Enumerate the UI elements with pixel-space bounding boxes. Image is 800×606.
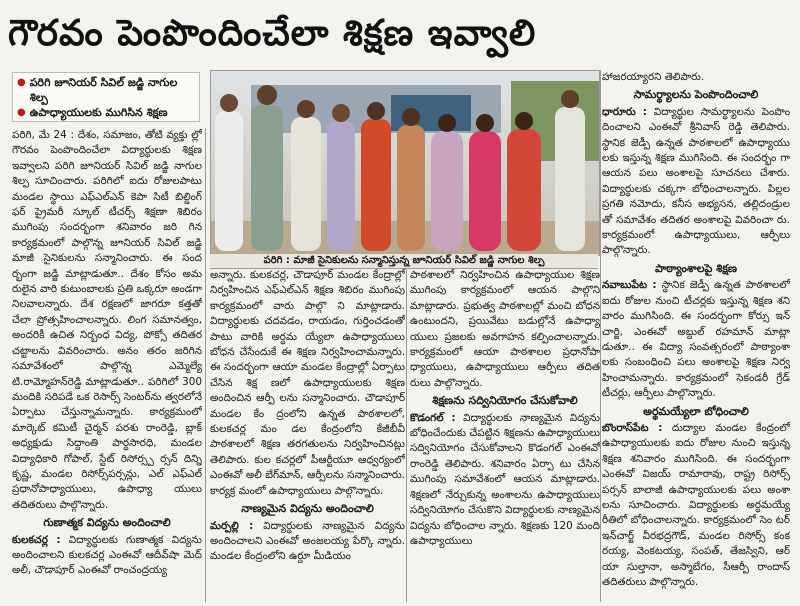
article-body — [210, 519, 405, 565]
article-body — [602, 105, 790, 259]
dateline: నవాబుపేట : — [602, 279, 657, 292]
photo-caption: పరిగి : మాజీ సైనికులను సన్మానిస్తున్న జూనియర్ సివిల్ జడ్జి నాగుల శిల్ప — [210, 254, 598, 269]
article-column-4 — [602, 70, 790, 602]
article-body — [602, 278, 790, 401]
column-divider — [600, 70, 601, 602]
subheading: శిక్షణను సద్వినియోగం చేసుకోవాలి — [432, 394, 578, 408]
subheading: పాఠ్యాంశాలపై శిక్షణ — [654, 261, 738, 275]
headline: గౌరవం పెంపొందించేలా శిక్షణ ఇవ్వాలి — [8, 12, 537, 54]
article-text: విద్యార్థులకు నాణ్యమైన విద్యను బోధించేందుకు చేపట్టిన శిక్షణను ఉపాధ్యాయులు సద్వినియోగం చేసుకోవాలని కొడంగల్ ఎంఈవో రాంరెడ్డి తెలిపారు. శనివారం ఏర్పా టు చేసిన ముగింపు సమావేశంలో ఆయన మాట్లాడారు. శిక్షణలో నేర్చుకున్న అంశాలను ఉపాధ్యాయులు సద్వినియోగం చేసుకొని విద్యార్థులకు నాణ్యమైన విద్యను బోధించాల న్నారు. శిక్షణకు 120 మంది ఉపాధ్యాయులు — [410, 411, 600, 547]
news-photo — [210, 70, 600, 256]
subheading: అర్థమయ్యేలా బోధించాలి — [643, 404, 749, 418]
article-text: దుద్యాల మండల కేంద్రంలో ఉపాధ్యాయులకు ఐదు రోజుల నుంచి ఇస్తున్న శిక్షణ శనివారం ముగిసింది. ఈ సందర్భంగా ఎంఈవో విజయ్ రామారావు, రాష్ట్ర రిసోర్స్ పర్సన్ బాలాజీ ఉపాధ్యాయులకు పలు అంశా లను సూచించారు. విద్యార్థులకు అర్థమయ్యే రీతిలో బోధించాలన్నారు. కార్యక్రమంలో సెం టర్ ఇన్‌చార్జ్ వీరభద్రగౌడ్, మండల రిసోర్స్ కంక రయ్య, వెంకటయ్య, సంపత్, తేజస్విని, ఆర్ యా సుల్తానా, అస్మాబేగం, సీఆర్పీ రాందాస్ తదితరులు పాల్గొన్నారు. — [602, 421, 790, 588]
article-body: పరిగి, మే 24 : దేశం, సమాజం, తోటి వ్యక్తు ల్లో గౌరవం పెంపొందించేలా విద్యార్థులకు శిక్షణ ఇవ్వాలని పరిగి జూనియర్ సివిల్ జడ్జి నాగుల శిల్ప సూచించారు. పరిగిలో ఐదు రోజులపాటు మండల స్థాయి ఎఫ్ఎల్ఎన్ కెపా సిటీ బిల్డింగ్ ఫర్ ప్రైమరీ స్కూల్ టీచర్స్ శిక్షణా శిబిరం ముగింపు సందర్భంగా శనివారం జరి గిన కార్యక్రమంలో పాల్గొన్న జూనియర్ సివిల్ జడ్జి మాజీ సైనికులను సన్మానించారు. ఈ సంద ర్భంగా జడ్జి మాట్లాడుతూ.. దేశం కోసం అమ రులైన వారి కుటుంబాలకు ప్రతి ఒక్కరూ అండగా నిలవాలన్నారు. దేశ రక్షణలో జాగరూ కత్తతో చేలా ప్రోత్సహించాలన్నారు. లింగ సమానత్వం, అందరికీ ఉచిత నిర్బంధ విద్య, పోక్సో తదితర చట్టాలను వివరించారు. అనం తరం జరిగిన సమావేశంలో పాల్గొన్న ఎమ్మెల్యే టి.రామ్మోహన్‌రెడ్డి మాట్లాడుతూ.. పరిగిలో 300 మందికి సరిపడే ఒక రెసార్స్ సెంటర్‌ను త్వరలోనే ఏర్పాటు చేస్తున్నామన్నారు. కార్యక్రమంలో మార్కెట్ కమిటీ చైర్మన్ పరశు రాంరెడ్డి, బ్లాక్ అధ్యక్షుడు సిద్దాంతి పార్థసారధి, మండల విద్యాధికారి గోపాల్, స్టేట్ రిసోర్స్ప ర్సన్ దిన్ని కృష్ణ, మండల రిసోర్స్‌పర్సన్లు, ఎల్ ఎఫ్ఎల్ ప్రధానోపాధ్యాయులు, ఉపాధ్యా యులు తదితరులు పాల్గొన్నారు. — [12, 129, 202, 511]
group-photo-image — [211, 71, 599, 255]
subheading: సామర్థ్యాలను పెంపొందించాలి — [633, 88, 759, 102]
article-text: స్థానిక జెడ్పీ ఉన్నత పాఠశాలలో ఐదు రోజుల నుంచి టీచర్లకు ఇస్తున్న శిక్షణ శని వారం ముగిసింది. ఈ సందర్భంగా కోర్సు ఇన్ చార్జి, ఎంఈవో అబ్దుల్ రహమాన్ మాట్లా డుతూ.. ఈ విద్యా సంవత్సరంలో పాఠ్యాంశా లకు సంబంధించి పలు అంశాలపై శిక్షణ నిర్వ హించామన్నారు. కార్యక్రమంలో సెకండరీ గ్రేడ్ టీచర్లు, ఆర్పీలు పాల్గొన్నారు. — [602, 279, 790, 400]
dateline: బొంరాస్‌పేట : — [602, 421, 663, 434]
highlight-item — [17, 105, 195, 120]
column-divider — [205, 128, 206, 602]
article-body — [410, 411, 600, 550]
article-body — [12, 533, 202, 579]
article-text: విద్యార్థులకు నాణ్యమైన విద్యను అందించాలని ఎంఈవో అంజలయ్య పేర్కొ న్నారు. మండల కేంద్రంలోని ఉర్దూ మీడియం — [210, 519, 405, 563]
article-body: అన్నారు. కులకచర్ల, చౌడాపూర్ మండల కేంద్రాల్లో నిర్వహించిన ఎఫ్ఎల్ఎన్ శిక్షణ శిబిరం ముగింపు కార్యక్రమంలో వారు పాల్గొ ని మాట్లాడారు. విద్యార్థులకు చదవడం, రాయడం, గుర్తించడంతో పాటు వారికి అర్థమ య్యేలా ఉపాధ్యాయులు బోధన చేసేందుకే ఈ శిక్షణ నిర్వహించామన్నారు. ఈ సందర్భంగా ఆయా మండల కేంద్రాల్లో ఏర్పాటు చేసిన శిక్ష ణలో ఉపాధ్యాయులకు శిక్షణ అందించిన ఆర్పీ లను సన్మానించారు. చౌడాపూర్ మండల కేం ద్రంలోని ఉన్నత పాఠశాలలో, కులకచర్ల మం డల కేంద్రంలోని కేజీబీవీ పాఠశాలలో శిక్షణ తరగతులను నిర్వహించినట్లు తెలిపారు. కుల కచర్లలో పీఆర్టీయూ ఆధ్వర్యంలో ఎంఈవో అలీ బేగ్‌మాన్, ఆర్పీలను సన్మానించారు. కార్యక్ర మంలో ఉపాధ్యాయులు పాల్గొన్నారు. — [210, 269, 405, 497]
dateline: కొడంగల్ : — [410, 411, 456, 424]
highlight-text: పరిగి జూనియర్ సివిల్ జడ్జి నాగుల శిల్ప — [29, 76, 178, 104]
article-text: విద్యార్థుల సామర్థ్యాలను పెంపొం దించాలని ఎంఈవో శ్రీనివాస్ రెడ్డి తెలిపారు. స్థానిక జెడ్పీ ఉన్నత పాఠశాలలో ఉపాధ్యాయు లకు ఇస్తున్న శిక్షణ ముగిసింది. ఈ సందర్భం గా ఆయన పలు అంశాలపై సూచనలు చేశారు. విద్యార్థులకు చక్కగా బోధించాలన్నారు. పిల్లల ప్రగతి నమోదు, కనీస అభ్యసన, తల్లిదండ్రుల తో సమావేశం తదితర అంశాలపై వివరించా రు. కార్యక్రమంలో ఉపాధ్యాయులు, ఆర్పీలు పాల్గొన్నారు. — [602, 105, 790, 257]
highlights-box — [12, 72, 200, 122]
subheading: నాణ్యమైన విద్యను అందించాలి — [241, 502, 374, 516]
dateline: ధారూరు : — [602, 105, 647, 118]
article-text: విద్యార్థులకు గుణాత్మక విద్యను అందించాలని కులకచర్ల ఎంఈవో ఆదీవ్‌షా మెద్ అలీ, చౌడాపూర్ ఎంఈవో రాంచంద్రయ్య — [12, 533, 202, 577]
dateline: కులకచర్ల : — [12, 533, 61, 546]
column-divider — [406, 268, 407, 602]
article-column-2 — [210, 268, 405, 602]
article-column-1 — [12, 128, 202, 602]
article-body: పాఠశాలలో నిర్వహించిన ఉపాధ్యాయుల శిక్షణ ముగింపు కార్యక్రమంలో ఆయన పాల్గొని మాట్లాడారు. ప్రభుత్వ పాఠశాలల్లో మంచి బోధన ఉంటుందని, ప్రయివేటు బడుల్లోనే ఉపాధ్యా యులు ప్రజలకు అవగాహన కల్పించాలన్నారు. కార్యక్రమంలో ఆయా పాఠశాలల ప్రధానోపా ధ్యాయులు, ఉపాధ్యాయులు ఆర్పీలు తదిత రులు పాల్గొన్నారు. — [410, 269, 600, 389]
article-column-3 — [410, 268, 600, 602]
article-body: హాజరయ్యారని తెలిపారు. — [602, 71, 705, 83]
highlight-item — [17, 75, 195, 105]
bullet-icon: ● — [17, 77, 26, 88]
bullet-icon: ● — [17, 107, 26, 118]
dateline: మర్పల్లి : — [210, 519, 254, 532]
subheading: గుణాత్మక విద్యను అందించాలి — [43, 516, 171, 530]
article-body — [602, 421, 790, 590]
highlight-text: ఉపాధ్యాయులకు ముగిసిన శిక్షణ — [29, 106, 168, 119]
